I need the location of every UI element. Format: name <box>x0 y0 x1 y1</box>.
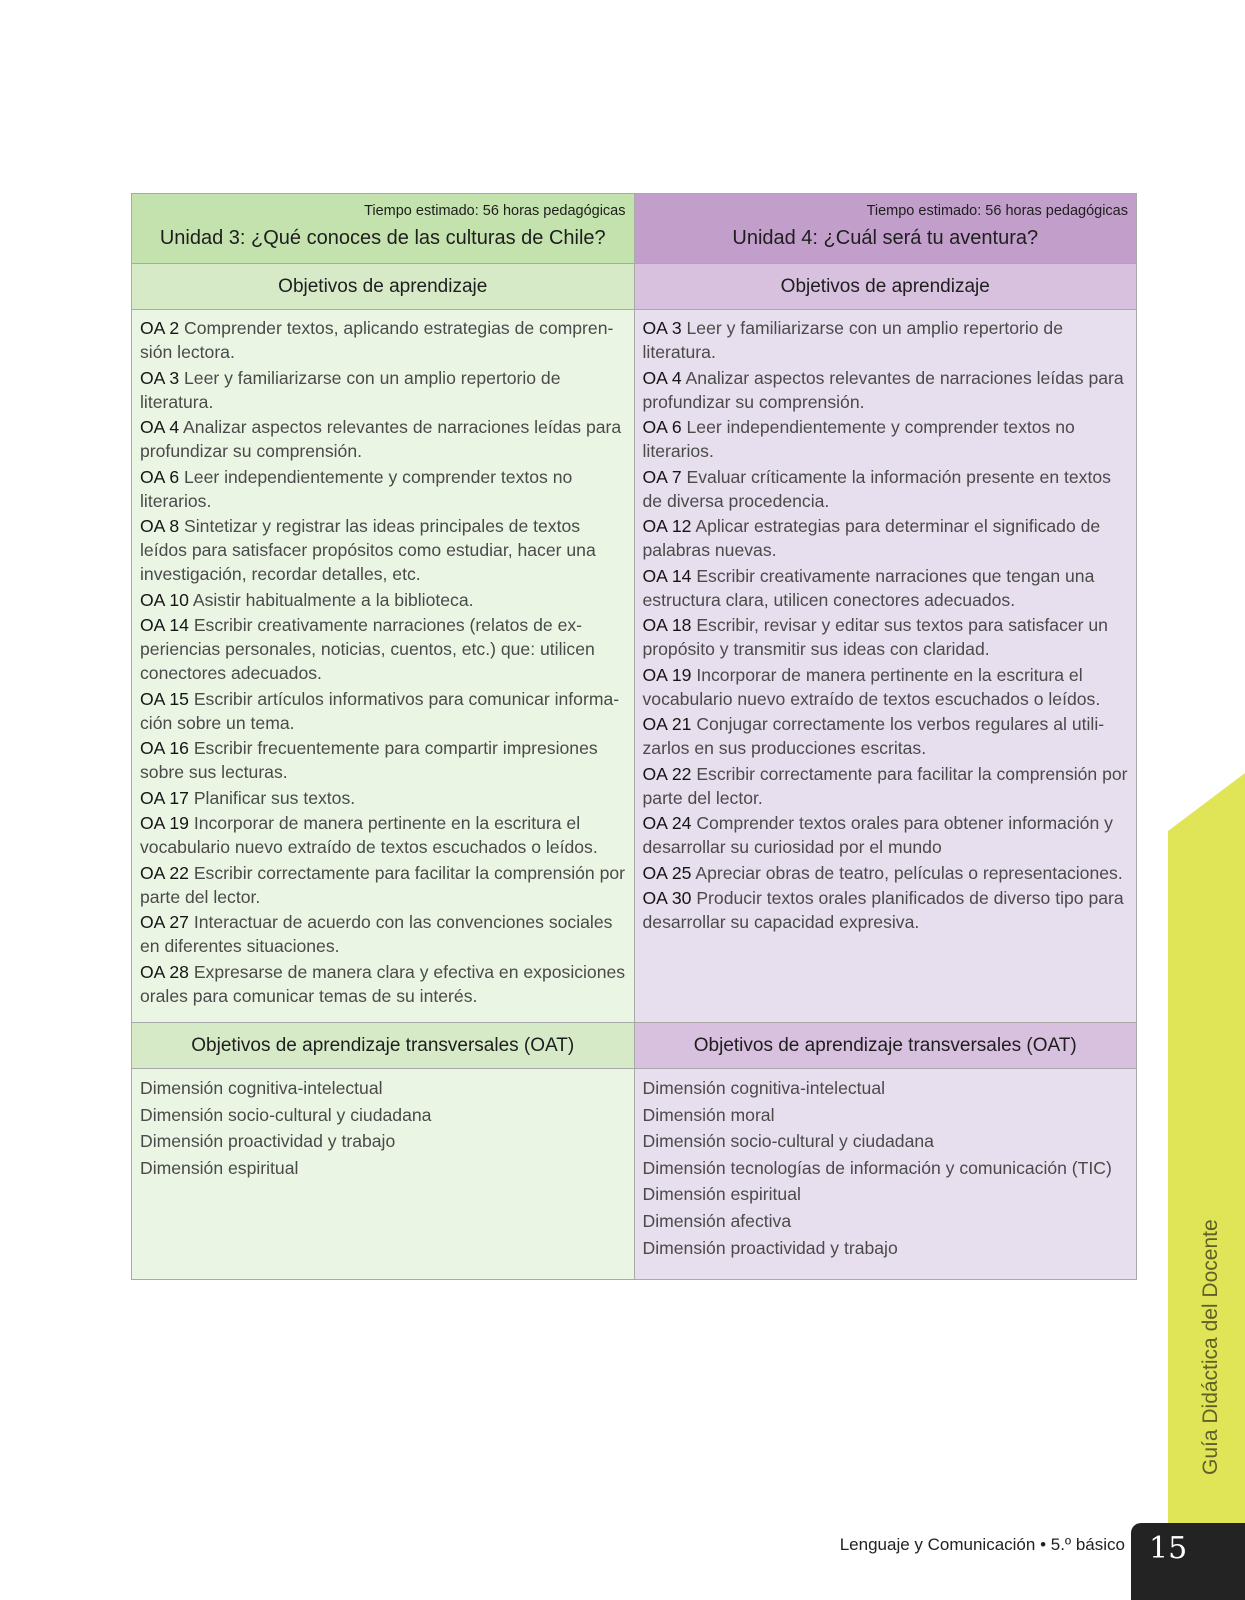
objective-text: Escribir frecuentemente para compartir impresiones sobre sus lecturas. <box>140 738 598 782</box>
objective-code: OA 19 <box>642 664 692 685</box>
objective-item <box>140 316 626 364</box>
objective-code: OA 22 <box>140 862 189 883</box>
objective-code: OA 17 <box>140 787 189 808</box>
unit3-oat-header: Objetivos de aprendizaje transversales (OAT) <box>132 1023 635 1069</box>
objective-text: Expresarse de manera clara y efectiva en exposiciones orales para comunicar temas de su interés. <box>140 961 626 1006</box>
objective-item <box>643 811 1129 859</box>
objective-code: OA 6 <box>642 417 682 437</box>
objective-code: OA 14 <box>642 565 692 586</box>
objective-code: OA 25 <box>642 862 692 883</box>
oat-dimension: Dimensión cognitiva-intelectual <box>140 1078 383 1098</box>
objective-code: OA 22 <box>642 763 692 784</box>
unit4-oa-list <box>634 310 1137 1023</box>
objective-code: OA 8 <box>140 516 180 536</box>
unit4-time-estimate: Tiempo estimado: 56 horas pedagógicas <box>866 203 1128 219</box>
oat-dimension: Dimensión socio-cultural y ciudadana <box>140 1104 432 1125</box>
oat-dimension: Dimensión espiritual <box>642 1184 801 1205</box>
objective-code: OA 21 <box>642 714 692 734</box>
objective-code: OA 3 <box>642 318 682 338</box>
objective-text: Evaluar críticamente la información presente en textos de diversa procedencia. <box>642 466 1111 511</box>
objective-item <box>140 736 626 784</box>
unit4-title: Unidad 4: ¿Cuál será tu aventura? <box>732 227 1039 249</box>
side-tab-label: Guía Didáctica del Docente <box>1199 1219 1222 1475</box>
objective-text: Leer independientemente y comprender textos no literarios. <box>642 417 1075 461</box>
objective-code: OA 10 <box>140 589 189 610</box>
objective-item <box>643 861 1129 885</box>
objective-code: OA 19 <box>140 813 189 833</box>
objective-item <box>643 613 1129 661</box>
unit3-oat-list <box>132 1069 635 1280</box>
objective-text: Escribir creativamente narraciones (relatos de ex-periencias personales, noticias, cuentos, etc.) que: utilicen conectores adecuados. <box>140 615 595 683</box>
objective-text: Escribir creativamente narraciones que tengan una estructura clara, utilicen conectores adecuados. <box>642 565 1095 610</box>
objective-item <box>140 861 626 909</box>
objective-text: Producir textos orales planificados de diverso tipo para desarrollar su capacidad expresiva. <box>642 888 1124 932</box>
objective-code: OA 6 <box>140 466 180 487</box>
objective-code: OA 14 <box>140 615 189 635</box>
oat-dimension: Dimensión socio-cultural y ciudadana <box>642 1131 934 1152</box>
unit3-oa-header: Objetivos de aprendizaje <box>132 264 635 310</box>
objective-text: Escribir correctamente para facilitar la comprensión por parte del lector. <box>642 763 1128 808</box>
objective-item <box>140 687 626 735</box>
objective-item <box>643 465 1129 513</box>
unit3-title: Unidad 3: ¿Qué conoces de las culturas de Chile? <box>159 227 606 249</box>
objective-item <box>140 588 626 612</box>
unit4-oat-header: Objetivos de aprendizaje transversales (OAT) <box>634 1023 1137 1069</box>
page-number-box <box>1131 1523 1245 1600</box>
objective-text: Escribir artículos informativos para comunicar informa-ción sobre un tema. <box>140 688 620 733</box>
objective-item <box>140 465 626 513</box>
objective-text: Planificar sus textos. <box>193 787 356 808</box>
objective-item <box>643 514 1129 562</box>
page-number: 15 <box>1149 1531 1188 1566</box>
oat-dimension: Dimensión tecnologías de información y comunicación (TIC) <box>642 1157 1112 1178</box>
unit4-oat-list <box>634 1069 1137 1280</box>
objective-text: Asistir habitualmente a la biblioteca. <box>192 589 474 610</box>
objective-code: OA 7 <box>642 466 682 487</box>
objective-text: Escribir correctamente para facilitar la comprensión por parte del lector. <box>140 862 626 907</box>
objective-code: OA 3 <box>140 367 180 388</box>
objective-item <box>643 366 1129 414</box>
objective-text: Leer independientemente y comprender textos no literarios. <box>140 466 573 511</box>
objective-item <box>643 712 1129 760</box>
objective-item <box>140 786 626 810</box>
objective-text: Aplicar estrategias para determinar el significado de palabras nuevas. <box>642 516 1101 560</box>
objective-item <box>140 366 626 414</box>
objective-item <box>643 762 1129 810</box>
oat-dimension: Dimensión moral <box>642 1104 775 1125</box>
objective-text: Conjugar correctamente los verbos regulares al utili-zarlos en sus producciones escritas. <box>642 714 1105 758</box>
objective-code: OA 16 <box>140 738 189 758</box>
objective-item <box>643 886 1129 934</box>
objective-text: Comprender textos orales para obtener información y desarrollar su curiosidad por el mundo <box>642 813 1113 857</box>
unit4-header <box>634 194 1137 264</box>
objective-code: OA 30 <box>642 888 692 908</box>
objective-text: Interactuar de acuerdo con las convenciones sociales en diferentes situaciones. <box>140 912 613 956</box>
objective-code: OA 15 <box>140 688 189 709</box>
objective-item <box>140 910 626 958</box>
objective-code: OA 27 <box>140 912 189 932</box>
objective-item <box>643 663 1129 711</box>
objective-item <box>140 613 626 685</box>
objective-code: OA 2 <box>140 318 180 338</box>
objective-code: OA 24 <box>642 813 692 833</box>
objective-text: Apreciar obras de teatro, películas o representaciones. <box>695 862 1123 883</box>
objective-text: Incorporar de manera pertinente en la escritura el vocabulario nuevo extraído de textos escuchados o leídos. <box>642 664 1101 709</box>
unit3-oa-list <box>132 310 635 1023</box>
oat-dimension: Dimensión afectiva <box>642 1210 792 1231</box>
objective-code: OA 4 <box>140 417 180 437</box>
objective-text: Leer y familiarizarse con un amplio repertorio de literatura. <box>140 367 561 412</box>
objective-item <box>643 316 1129 364</box>
objective-text: Escribir, revisar y editar sus textos para satisfacer un propósito y transmitir sus ideas con claridad. <box>642 615 1108 659</box>
objective-item <box>643 564 1129 612</box>
unit4-oa-header: Objetivos de aprendizaje <box>634 264 1137 310</box>
objective-code: OA 4 <box>642 367 682 388</box>
unit3-header <box>132 194 635 264</box>
footer-subject: Lenguaje y Comunicación • 5.º básico <box>839 1535 1125 1554</box>
objective-item <box>140 415 626 463</box>
objective-code: OA 28 <box>140 961 189 982</box>
oat-dimension: Dimensión cognitiva-intelectual <box>642 1078 886 1098</box>
units-table <box>131 193 1137 1280</box>
objective-text: Analizar aspectos relevantes de narraciones leídas para profundizar su comprensión. <box>140 417 622 461</box>
unit3-time-estimate: Tiempo estimado: 56 horas pedagógicas <box>364 203 626 219</box>
objective-text: Incorporar de manera pertinente en la escritura el vocabulario nuevo extraído de textos escuchados o leídos. <box>140 813 598 857</box>
objective-text: Analizar aspectos relevantes de narraciones leídas para profundizar su comprensión. <box>642 367 1124 412</box>
objective-item <box>140 811 626 859</box>
objective-text: Sintetizar y registrar las ideas principales de textos leídos para satisfacer propósitos como estudiar, hacer una investigación, recordar detalles, etc. <box>140 516 596 584</box>
objective-code: OA 12 <box>642 516 692 536</box>
oat-dimension: Dimensión proactividad y trabajo <box>140 1131 396 1152</box>
objective-item <box>643 415 1129 463</box>
oat-dimension: Dimensión proactividad y trabajo <box>642 1237 898 1258</box>
objective-code: OA 18 <box>642 615 692 635</box>
objective-item <box>140 960 626 1008</box>
objective-text: Comprender textos, aplicando estrategias de compren-sión lectora. <box>140 318 614 362</box>
objective-text: Leer y familiarizarse con un amplio repertorio de literatura. <box>642 318 1064 362</box>
objective-item <box>140 514 626 586</box>
oat-dimension: Dimensión espiritual <box>140 1157 299 1178</box>
